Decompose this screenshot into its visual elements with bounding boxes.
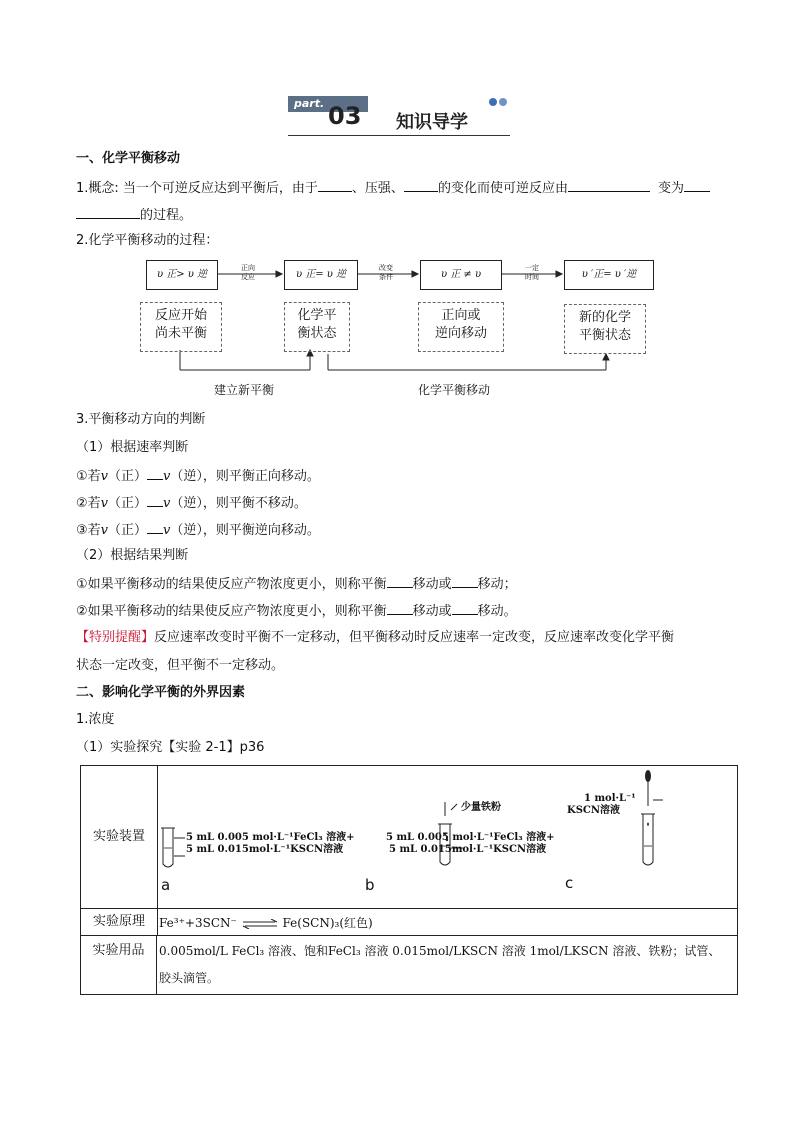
result2-text-a: ②如果平衡移动的结果使反应产物浓度更小，则称平衡 bbox=[76, 604, 387, 619]
tube-a-letter: a bbox=[161, 876, 171, 894]
flow-box-2: υ 正= υ 逆 bbox=[284, 260, 358, 290]
row-header-principle: 实验原理 bbox=[81, 909, 158, 935]
tube-b-label-1: 5 mL 0.005 mol·L⁻¹FeCl₃ 溶液+ bbox=[386, 832, 555, 843]
concept-text-d: 变为 bbox=[657, 181, 684, 196]
page-title: 知识导学 bbox=[396, 112, 468, 133]
rate2-forward: （正） bbox=[108, 496, 148, 511]
v-symbol: v bbox=[100, 523, 109, 538]
flow-state-3: 正向或 逆向移动 bbox=[418, 302, 504, 352]
flow-box-3: υ 正 ≠ υ bbox=[420, 260, 502, 290]
result1-text-b: 移动或 bbox=[412, 577, 452, 592]
rate-line-2 bbox=[76, 493, 307, 513]
equilibrium-arrow-icon bbox=[241, 919, 279, 929]
rate3-blank bbox=[147, 520, 163, 534]
flow-arrow-label-2: 改变 条件 bbox=[379, 264, 393, 281]
by-rate-title: （1）根据速率判断 bbox=[76, 440, 189, 455]
v-symbol: v bbox=[163, 523, 171, 538]
rate2-blank bbox=[147, 493, 163, 507]
part-number: 03 bbox=[328, 102, 362, 130]
blank-2 bbox=[404, 178, 438, 192]
concept-text-e: 的过程。 bbox=[140, 208, 193, 223]
concept-line-2 bbox=[76, 205, 192, 225]
rate1-prefix: ①若 bbox=[76, 469, 101, 484]
supplies-line-2: 胶头滴管。 bbox=[159, 971, 220, 985]
concept-text-b: 、压强、 bbox=[351, 181, 404, 196]
part-badge bbox=[288, 96, 368, 128]
rate1-suffix: （逆），则平衡正向移动。 bbox=[170, 469, 320, 484]
blank-5 bbox=[76, 205, 140, 219]
row-header-supplies: 实验用品 bbox=[81, 936, 157, 994]
flow-label-left: 建立新平衡 bbox=[214, 383, 275, 397]
flow-label-right: 化学平衡移动 bbox=[418, 383, 491, 397]
flow-state-1: 反应开始 尚未平衡 bbox=[140, 302, 222, 352]
direction-title: 3.平衡移动方向的判断 bbox=[76, 412, 206, 427]
supplies-line-1: 0.005mol/L FeCl₃ 溶液、饱和FeCl₃ 溶液 0.015mol/LKSCN 溶液 1mol/LKSCN 溶液、铁粉；试管、 bbox=[159, 944, 721, 958]
by-result-title: （2）根据结果判断 bbox=[76, 548, 189, 563]
tube-a-label-1: 5 mL 0.005 mol·L⁻¹FeCl₃ 溶液+ bbox=[186, 832, 355, 843]
tube-b-top-label: 少量铁粉 bbox=[461, 802, 501, 813]
blank-3 bbox=[568, 178, 650, 192]
section1-heading: 一、化学平衡移动 bbox=[76, 151, 181, 166]
rate-line-3 bbox=[76, 520, 320, 540]
tip-line-2: 状态一定改变，但平衡不一定移动。 bbox=[76, 658, 285, 673]
principle-products: Fe(SCN)₃(红色) bbox=[282, 916, 373, 930]
concept-text-c: 的变化而使可逆反应由 bbox=[437, 181, 568, 196]
experiment-table bbox=[80, 765, 738, 995]
concentration-title: 1.浓度 bbox=[76, 712, 115, 727]
flow-state-2: 化学平 衡状态 bbox=[284, 302, 350, 352]
tip-text-1: 反应速率改变时平衡不一定移动，但平衡移动时反应速率一定改变，反应速率改变化学平衡 bbox=[154, 630, 675, 645]
blank-4 bbox=[684, 178, 710, 192]
rate3-forward: （正） bbox=[108, 523, 148, 538]
tube-c-letter: c bbox=[565, 874, 574, 892]
rate1-blank bbox=[147, 466, 163, 480]
process-title: 2.化学平衡移动的过程： bbox=[76, 233, 219, 248]
rate2-prefix: ②若 bbox=[76, 496, 101, 511]
part-label: part. bbox=[294, 97, 325, 110]
blank-1 bbox=[318, 178, 352, 192]
table-row-divider bbox=[81, 935, 737, 936]
result2-blank-1 bbox=[387, 601, 413, 615]
result-line-1 bbox=[76, 574, 517, 594]
rate3-prefix: ③若 bbox=[76, 523, 101, 538]
rate2-suffix: （逆），则平衡不移动。 bbox=[170, 496, 307, 511]
v-symbol: v bbox=[100, 469, 109, 484]
row-header-apparatus: 实验装置 bbox=[81, 766, 158, 908]
concept-line-1 bbox=[76, 178, 710, 198]
flow-box-1: υ 正> υ 逆 bbox=[146, 260, 218, 290]
decor-dots-icon bbox=[488, 96, 510, 108]
rate-line-1 bbox=[76, 466, 320, 486]
principle-reactants: Fe³⁺+3SCN⁻ bbox=[159, 916, 237, 930]
result-line-2 bbox=[76, 601, 517, 621]
result1-text-a: ①如果平衡移动的结果使反应产物浓度更小，则称平衡 bbox=[76, 577, 387, 592]
result2-text-b: 移动或 bbox=[412, 604, 452, 619]
section2-heading: 二、影响化学平衡的外界因素 bbox=[76, 685, 246, 700]
tube-b-label-2: 5 mL 0.015mol·L⁻¹KSCN溶液 bbox=[389, 844, 547, 855]
flow-arrow-label-1: 正向 反应 bbox=[241, 264, 255, 281]
principle-equation bbox=[159, 914, 373, 931]
header-rule bbox=[288, 135, 510, 136]
tip-line-1 bbox=[76, 629, 674, 647]
experiment-title: （1）实验探究【实验 2-1】p36 bbox=[76, 740, 265, 755]
result2-blank-2 bbox=[452, 601, 478, 615]
result2-text-c: 移动。 bbox=[477, 604, 517, 619]
tube-a-label-2: 5 mL 0.015mol·L⁻¹KSCN溶液 bbox=[186, 844, 344, 855]
tube-b-letter: b bbox=[365, 876, 375, 894]
tube-c-label-2: KSCN溶液 bbox=[567, 805, 621, 816]
table-row-divider bbox=[81, 908, 737, 909]
v-symbol: v bbox=[163, 469, 171, 484]
result1-blank-2 bbox=[452, 574, 478, 588]
result1-blank-1 bbox=[387, 574, 413, 588]
result1-text-c: 移动； bbox=[477, 577, 517, 592]
tip-label: 【特别提醒】 bbox=[76, 630, 155, 645]
concept-text-a: 1.概念: 当一个可逆反应达到平衡后，由于 bbox=[76, 181, 318, 196]
flow-box-4: υ ′正= υ ′逆 bbox=[564, 260, 654, 290]
rate1-forward: （正） bbox=[108, 469, 148, 484]
v-symbol: v bbox=[163, 496, 171, 511]
flow-arrow-label-3: 一定 时间 bbox=[525, 264, 539, 281]
tube-c-label-1: 1 mol·L⁻¹ bbox=[584, 793, 636, 804]
rate3-suffix: （逆），则平衡逆向移动。 bbox=[170, 523, 320, 538]
flow-state-4: 新的化学 平衡状态 bbox=[564, 304, 646, 354]
v-symbol: v bbox=[100, 496, 109, 511]
